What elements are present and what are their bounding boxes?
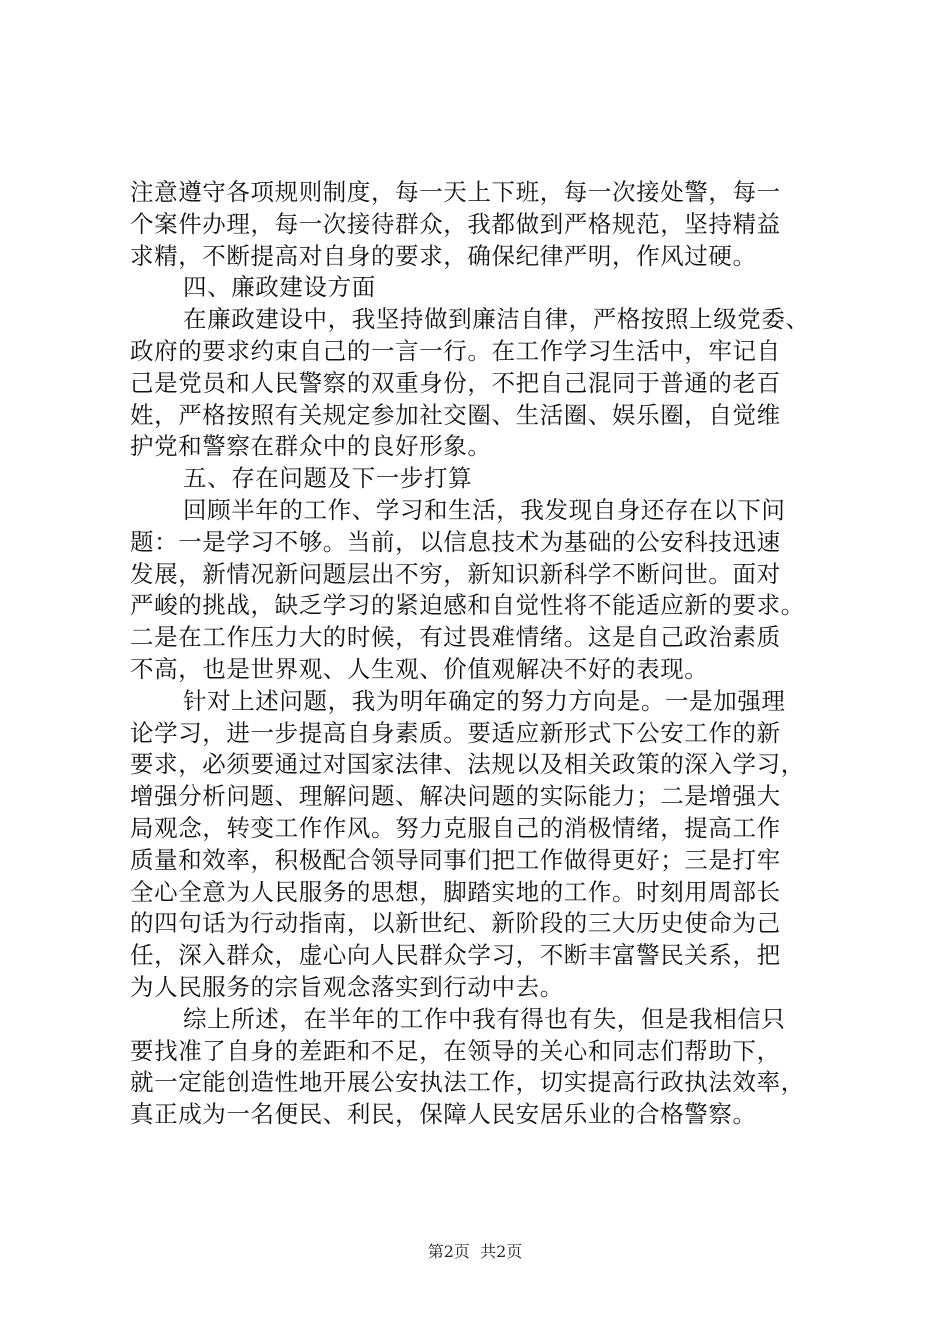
page-number: 第2页 [427, 1242, 470, 1261]
text-line: 就一定能创造性地开展公安执法工作，切实提高行政执法效率， [130, 1068, 805, 1097]
text-line: 己是党员和人民警察的双重身份，不把自己混同于普通的老百 [130, 368, 781, 397]
text-line: 要找准了自身的差距和不足，在领导的关心和同志们帮助下， [130, 1036, 781, 1065]
text-line: 四、廉政建设方面 [183, 273, 376, 302]
page-footer [0, 1242, 950, 1262]
text-line: 要求，必须要通过对国家法律、法规以及相关政策的深入学习， [130, 750, 805, 779]
text-line: 注意遵守各项规则制度，每一天上下班，每一次接处警，每一 [130, 178, 781, 206]
text-line: 题：一是学习不够。当前，以信息技术为基础的公安科技迅速 [130, 527, 781, 556]
text-line: 论学习，进一步提高自身素质。要适应新形式下公安工作的新 [130, 718, 781, 747]
text-line: 任，深入群众，虚心向人民群众学习，不断丰富警民关系，把 [130, 941, 781, 970]
page-total: 共2页 [480, 1242, 523, 1261]
text-line: 求精，不断提高对自身的要求，确保纪律严明，作风过硬。 [130, 241, 757, 270]
text-line: 护党和警察在群众中的良好形象。 [130, 432, 492, 461]
text-line: 姓，严格按照有关规定参加社交圈、生活圈、娱乐圈，自觉维 [130, 400, 781, 429]
text-line: 严峻的挑战，缺乏学习的紧迫感和自觉性将不能适应新的要求。 [130, 591, 805, 620]
text-line: 个案件办理，每一次接待群众，我都做到严格规范，坚持精益 [130, 209, 781, 238]
text-line: 不高，也是世界观、人生观、价值观解决不好的表现。 [130, 654, 709, 683]
text-line: 局观念，转变工作作风。努力克服自己的消极情绪，提高工作 [130, 813, 781, 842]
text-line: 回顾半年的工作、学习和生活，我发现自身还存在以下问 [183, 495, 786, 524]
text-line: 全心全意为人民服务的思想，脚踏实地的工作。时刻用周部长 [130, 877, 781, 906]
text-line: 针对上述问题，我为明年确定的努力方向是。一是加强理 [183, 686, 786, 715]
text-line: 真正成为一名便民、利民，保障人民安居乐业的合格警察。 [130, 1100, 757, 1129]
text-line: 的四句话为行动指南，以新世纪、新阶段的三大历史使命为己 [130, 909, 781, 938]
text-line: 政府的要求约束自己的一言一行。在工作学习生活中，牢记自 [130, 336, 781, 365]
text-line: 为人民服务的宗旨观念落实到行动中去。 [130, 972, 564, 1001]
text-line: 综上所述，在半年的工作中我有得也有失，但是我相信只 [183, 1004, 786, 1033]
text-line: 五、存在问题及下一步打算 [183, 464, 473, 493]
text-line: 在廉政建设中，我坚持做到廉洁自律，严格按照上级党委、 [183, 305, 810, 334]
text-line: 增强分析问题、理解问题、解决问题的实际能力；二是增强大 [130, 782, 781, 811]
text-line: 质量和效率，积极配合领导同事们把工作做得更好；三是打牢 [130, 845, 781, 874]
document-body [130, 177, 830, 1131]
text-line: 二是在工作压力大的时候，有过畏难情绪。这是自己政治素质 [130, 623, 781, 652]
text-line: 发展，新情况新问题层出不穷，新知识新科学不断问世。面对 [130, 559, 781, 588]
